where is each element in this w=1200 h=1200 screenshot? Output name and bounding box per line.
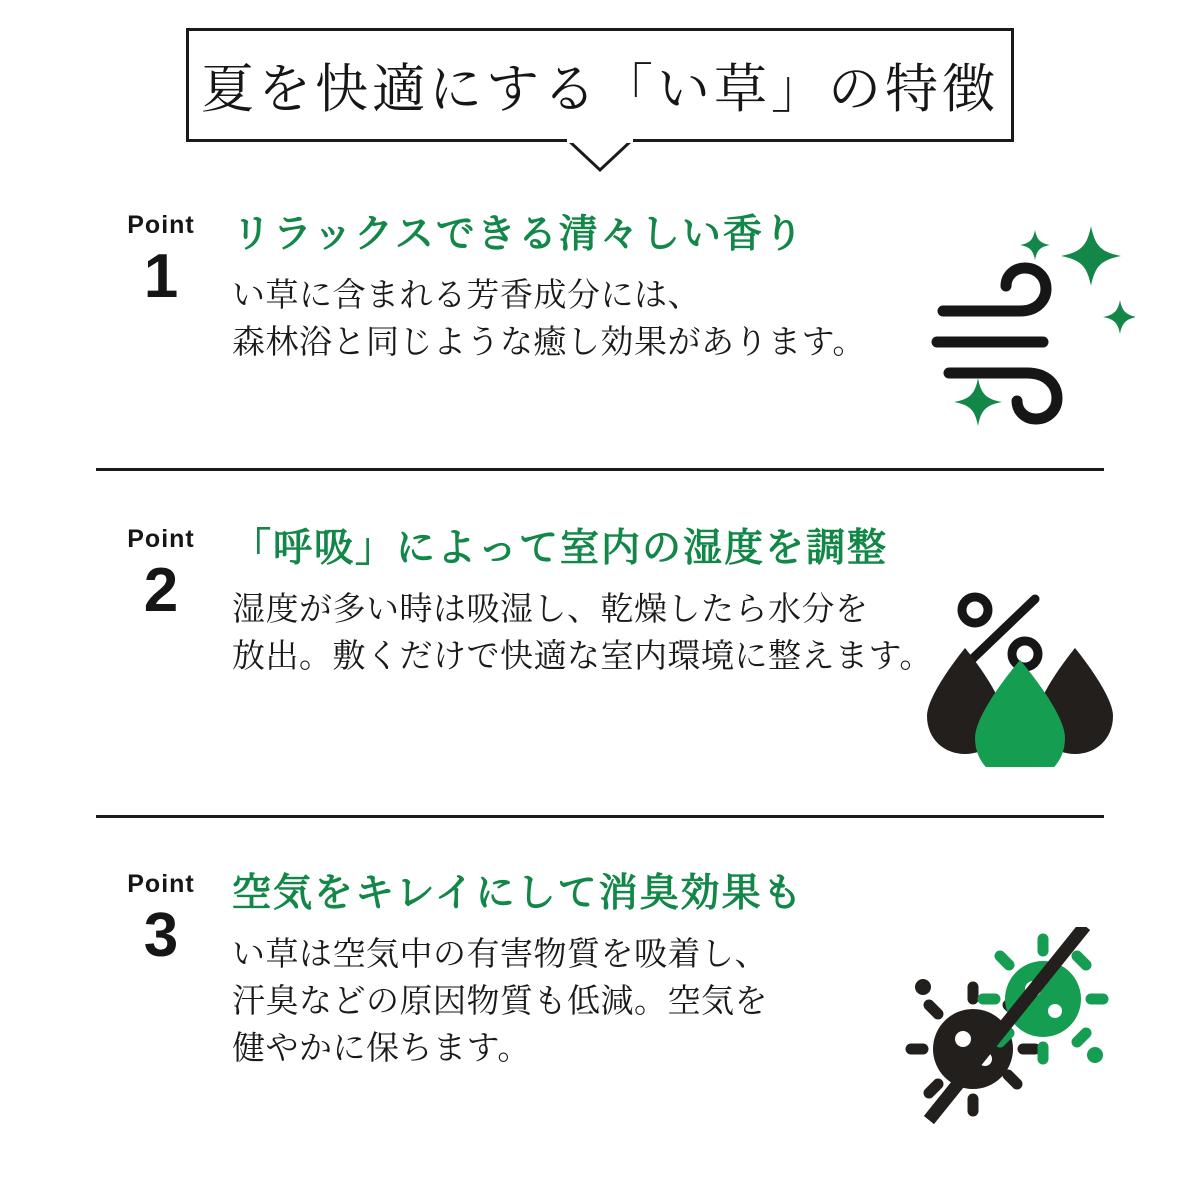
point-3-desc-line-3: 健やかに保ちます。 <box>232 1028 531 1066</box>
wind-sparkle-icon <box>915 218 1135 433</box>
point-3-desc-line-1: い草は空気中の有害物質を吸着し、 <box>232 934 768 972</box>
point-2-desc-line-2: 放出。敷くだけで快適な室内環境に整えます。 <box>232 636 933 674</box>
point-1-desc-line-1: い草に含まれる芳香成分には、 <box>232 275 701 313</box>
point-3-label: Point <box>127 870 195 898</box>
point-3-heading: 空気をキレイにして消臭効果も <box>232 872 804 915</box>
point-2-body <box>232 527 933 680</box>
point-1-label: Point <box>127 211 195 239</box>
no-germs-icon <box>905 927 1110 1127</box>
point-1-description <box>232 272 912 366</box>
page-title-banner <box>186 28 1014 142</box>
point-1-number-block <box>96 213 226 309</box>
humidity-droplets-percent-icon <box>925 582 1115 767</box>
point-1-number: 1 <box>143 242 179 311</box>
point-1-body <box>232 213 912 366</box>
point-2-desc-line-1: 湿度が多い時は吸湿し、乾燥したら水分を <box>232 589 869 627</box>
point-3-number: 3 <box>143 901 179 970</box>
point-2-number-block <box>96 527 226 623</box>
point-2-label: Point <box>127 525 195 553</box>
point-3-desc-line-2: 汗臭などの原因物質も低減。空気を <box>232 981 768 1019</box>
point-2-description <box>232 586 933 680</box>
point-1-desc-line-2: 森林浴と同じような癒し効果があります。 <box>232 322 866 360</box>
page-title: 夏を快適にする「い草」の特徴 <box>201 61 999 119</box>
point-3-description <box>232 931 912 1072</box>
point-3-number-block <box>96 872 226 968</box>
point-2-heading: 「呼吸」によって室内の湿度を調整 <box>232 527 889 570</box>
point-3-body <box>232 872 912 1071</box>
divider-1 <box>96 468 1104 471</box>
point-1-heading: リラックスできる清々しい香り <box>232 213 805 256</box>
divider-2 <box>96 815 1104 818</box>
point-2-number: 2 <box>143 556 179 625</box>
title-bubble-tail <box>567 139 633 173</box>
